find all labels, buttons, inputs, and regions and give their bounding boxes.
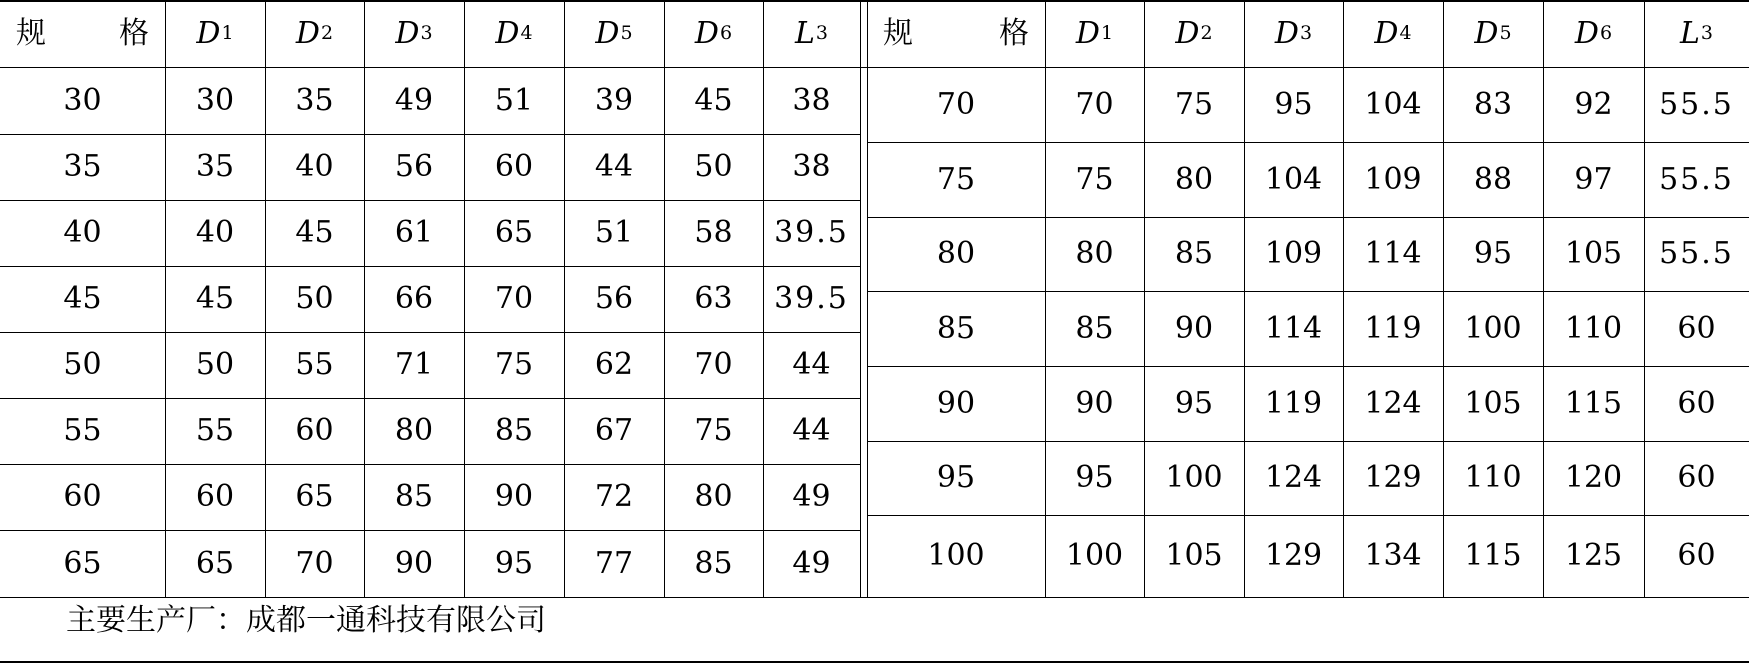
left-cell: 30 [63,82,102,118]
left-header-d1 [165,0,265,67]
left-header-symbol: D [295,15,320,51]
left-header-subscript: 6 [719,22,733,44]
right-cell: 95 [1075,460,1114,495]
left-cell: 80 [694,479,733,514]
left-cell: 75 [494,347,534,382]
right-cell: 92 [1574,86,1613,122]
left-header-spec-char-1: 规 [16,15,46,51]
left-cell: 49 [394,82,434,118]
left-cell: 62 [594,347,634,382]
right-cell: 55.5 [1659,236,1734,271]
right-header-d2 [1144,0,1244,67]
left-header-symbol: D [694,15,719,51]
left-cell: 60 [494,149,534,184]
left-cell: 90 [394,545,434,581]
right-cell: 95 [1274,86,1313,122]
right-cell: 90 [1174,310,1214,346]
right-cell: 95 [1473,236,1513,271]
left-cell: 60 [195,479,235,514]
left-cell: 95 [494,545,534,581]
left-cell: 45 [195,281,235,316]
footer-bottom-border [0,661,1749,663]
left-header-symbol: D [495,15,520,51]
left-cell: 65 [63,545,102,581]
left-cell: 60 [63,479,102,514]
right-header-spec-char-2: 格 [999,15,1029,51]
left-cell: 45 [295,215,334,250]
right-cell: 125 [1564,538,1623,573]
left-cell: 51 [494,82,534,118]
left-cell: 45 [63,281,102,316]
right-cell: 124 [1364,385,1422,421]
left-cell: 63 [694,281,733,316]
left-header-d4 [464,0,564,67]
left-header-d3 [364,0,464,67]
right-header-d6 [1543,0,1644,67]
left-cell: 35 [63,149,102,184]
left-cell: 38 [792,149,831,184]
left-cell: 65 [494,215,534,250]
right-header-subscript: 3 [1700,22,1713,44]
left-cell: 51 [594,215,634,250]
right-cell: 85 [1075,310,1114,346]
right-cell: 70 [1075,86,1114,122]
left-header-subscript: 2 [320,22,334,44]
left-header-symbol: D [395,15,420,51]
left-header-symbol: D [196,15,221,51]
right-cell: 134 [1364,538,1422,573]
left-cell: 65 [295,479,334,514]
right-cell: 80 [1075,236,1114,271]
right-cell: 110 [1564,310,1623,346]
right-cell: 115 [1564,385,1623,421]
right-cell: 85 [1174,236,1214,271]
right-header-subscript: 2 [1200,22,1213,44]
right-header-symbol: D [1374,15,1399,51]
right-header-d1 [1045,0,1144,67]
right-header-symbol: D [1574,15,1599,51]
right-header-symbol: D [1274,15,1299,51]
right-cell: 110 [1464,460,1522,495]
right-cell: 100 [1065,538,1124,573]
right-cell: 104 [1264,161,1323,197]
right-cell: 114 [1364,236,1422,271]
left-cell: 72 [594,479,634,514]
left-cell: 40 [195,215,235,250]
left-cell: 39 [594,82,634,118]
left-cell: 55 [195,413,235,448]
right-cell: 55.5 [1659,161,1734,197]
left-header-subscript: 3 [420,22,433,44]
right-header-spec-char-1: 规 [883,15,913,51]
left-cell: 50 [694,149,733,184]
left-cell: 50 [295,281,334,316]
right-cell: 104 [1364,86,1422,122]
left-header-spec-char-2: 格 [119,15,149,51]
left-cell: 49 [792,479,831,514]
left-header-l3 [763,0,860,67]
right-cell: 120 [1564,460,1623,495]
right-cell: 80 [1174,161,1214,197]
right-header-symbol: D [1175,15,1200,51]
left-cell: 38 [792,82,831,118]
left-cell: 85 [694,545,733,581]
right-cell: 90 [936,385,976,421]
right-cell: 105 [1564,236,1623,271]
left-cell: 71 [394,347,434,382]
left-cell: 70 [694,347,733,382]
left-cell: 44 [594,149,634,184]
left-cell: 30 [195,82,235,118]
right-cell: 83 [1473,86,1513,122]
right-cell: 129 [1264,538,1323,573]
left-cell: 56 [594,281,634,316]
right-cell: 85 [936,310,976,346]
right-cell: 109 [1364,161,1422,197]
right-header-subscript: 4 [1399,22,1412,44]
left-cell: 58 [694,215,733,250]
left-cell: 56 [394,149,434,184]
left-cell: 77 [594,545,634,581]
right-header-subscript: 3 [1299,22,1313,44]
left-cell: 39.5 [774,215,849,250]
right-header-subscript: 5 [1499,22,1512,44]
manufacturer-note: 主要生产厂：成都一通科技有限公司 [66,603,546,638]
left-cell: 67 [594,413,634,448]
right-header-spec [867,0,1045,67]
left-header-subscript: 5 [620,22,633,44]
right-cell: 75 [1075,161,1114,197]
right-cell: 114 [1264,310,1323,346]
right-header-symbol: L [1679,15,1700,51]
left-header-symbol: L [794,15,815,51]
left-cell: 65 [195,545,235,581]
right-cell: 119 [1364,310,1422,346]
left-cell: 39.5 [774,281,849,316]
right-header-subscript: 1 [1100,22,1114,44]
left-cell: 55 [295,347,334,382]
right-header-l3 [1644,0,1749,67]
left-cell: 85 [494,413,534,448]
right-cell: 115 [1464,538,1522,573]
left-cell: 90 [494,479,534,514]
right-cell: 105 [1464,385,1522,421]
left-header-d2 [265,0,364,67]
right-cell: 124 [1264,460,1323,495]
left-cell: 85 [394,479,434,514]
left-cell: 55 [63,413,102,448]
right-cell: 60 [1677,460,1716,495]
right-cell: 60 [1677,385,1716,421]
right-cell: 70 [936,86,976,122]
left-cell: 44 [792,347,831,382]
right-cell: 55.5 [1659,86,1734,122]
left-header-spec [0,0,165,67]
right-header-d3 [1244,0,1343,67]
left-cell: 50 [195,347,235,382]
right-cell: 80 [936,236,976,271]
right-header-symbol: D [1075,15,1100,51]
right-cell: 100 [927,538,985,573]
right-cell: 129 [1364,460,1422,495]
right-cell: 75 [936,161,976,197]
left-cell: 50 [63,347,102,382]
left-header-symbol: D [595,15,620,51]
left-cell: 40 [63,215,102,250]
left-cell: 40 [295,149,334,184]
right-cell: 95 [1174,385,1214,421]
left-header-d5 [564,0,664,67]
right-cell: 100 [1464,310,1522,346]
left-header-subscript: 1 [221,22,234,44]
left-header-subscript: 4 [520,22,533,44]
left-cell: 75 [694,413,733,448]
left-cell: 44 [792,413,831,448]
right-cell: 90 [1075,385,1114,421]
left-cell: 66 [394,281,434,316]
left-cell: 35 [195,149,235,184]
left-cell: 61 [394,215,434,250]
left-cell: 35 [295,82,334,118]
right-cell: 60 [1677,310,1716,346]
right-header-d5 [1443,0,1543,67]
right-cell: 109 [1264,236,1323,271]
right-cell: 75 [1174,86,1214,122]
left-cell: 70 [295,545,334,581]
left-cell: 70 [494,281,534,316]
right-cell: 60 [1677,538,1716,573]
left-header-d6 [664,0,763,67]
left-cell: 45 [694,82,733,118]
left-cell: 60 [295,413,334,448]
right-cell: 105 [1165,538,1223,573]
right-header-subscript: 6 [1599,22,1613,44]
right-header-d4 [1343,0,1443,67]
right-cell: 88 [1473,161,1513,197]
right-cell: 95 [936,460,976,495]
right-header-symbol: D [1474,15,1499,51]
right-cell: 97 [1574,161,1613,197]
right-cell: 119 [1264,385,1323,421]
left-header-subscript: 3 [815,22,828,44]
left-cell: 80 [394,413,434,448]
left-cell: 49 [792,545,831,581]
right-cell: 100 [1165,460,1223,495]
